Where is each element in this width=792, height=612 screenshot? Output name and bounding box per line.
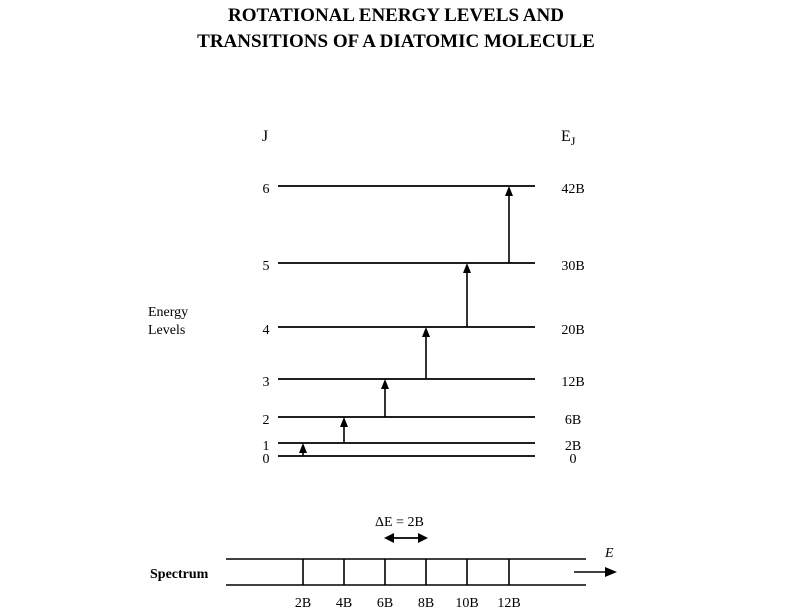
transition-arrow bbox=[381, 379, 389, 417]
arrowhead-icon bbox=[463, 263, 471, 273]
title-line-1: ROTATIONAL ENERGY LEVELS AND bbox=[228, 5, 564, 26]
transition-arrow bbox=[340, 417, 348, 443]
arrowhead-icon bbox=[299, 443, 307, 453]
arrowhead-icon bbox=[340, 417, 348, 427]
level-energy-label: 6B bbox=[564, 413, 582, 428]
level-energy-label: 42B bbox=[561, 182, 585, 197]
level-j-label: 5 bbox=[262, 259, 270, 274]
transition-arrow bbox=[505, 186, 513, 263]
arrowhead-icon bbox=[381, 379, 389, 389]
spectrum-label: Spectrum bbox=[150, 567, 209, 582]
double-arrow-icon bbox=[384, 533, 428, 543]
level-energy-label: 2B bbox=[564, 439, 582, 454]
energy-level-2 bbox=[263, 413, 582, 428]
level-energy-label: 0 bbox=[569, 452, 577, 467]
level-j-label: 6 bbox=[262, 182, 270, 197]
transition-arrows bbox=[299, 186, 513, 456]
transition-arrow bbox=[299, 443, 307, 456]
arrowhead-icon bbox=[422, 327, 430, 337]
delta-e-label: ΔE = 2B bbox=[375, 515, 424, 530]
energy-header: $E_J$ bbox=[561, 128, 576, 148]
spectrum-tick-label: 4B bbox=[335, 596, 353, 611]
spectrum-tick-label: 10B bbox=[455, 596, 479, 611]
spectrum-tick-label: 12B bbox=[497, 596, 521, 611]
arrowhead-icon bbox=[505, 186, 513, 196]
level-energy-label: 30B bbox=[561, 259, 585, 274]
energy-levels-label-line-2: Levels bbox=[148, 323, 186, 338]
energy-level-5 bbox=[263, 259, 585, 274]
spectrum-tick-label: 2B bbox=[294, 596, 312, 611]
energy-levels bbox=[263, 182, 585, 467]
level-j-label: 0 bbox=[262, 452, 270, 467]
energy-levels-label-line-1: Energy bbox=[148, 305, 189, 320]
energy-axis-arrow-icon bbox=[574, 567, 617, 577]
title-line-2: TRANSITIONS OF A DIATOMIC MOLECULE bbox=[197, 31, 595, 52]
j-header: J bbox=[261, 128, 269, 145]
level-j-label: 3 bbox=[262, 375, 270, 390]
energy-level-3 bbox=[263, 375, 585, 390]
energy-axis-label: E bbox=[605, 546, 614, 561]
level-j-label: 4 bbox=[262, 323, 270, 338]
spectrum-tick-label: 8B bbox=[417, 596, 435, 611]
spectrum-tick-label: 6B bbox=[376, 596, 394, 611]
transition-arrow bbox=[463, 263, 471, 327]
level-j-label: 1 bbox=[262, 439, 270, 454]
transition-arrow bbox=[422, 327, 430, 379]
energy-level-0 bbox=[263, 452, 577, 467]
energy-level-1 bbox=[263, 439, 582, 454]
level-energy-label: 12B bbox=[561, 375, 585, 390]
energy-level-6 bbox=[263, 182, 585, 197]
spectrum bbox=[150, 515, 617, 611]
level-j-label: 2 bbox=[262, 413, 270, 428]
level-energy-label: 20B bbox=[561, 323, 585, 338]
